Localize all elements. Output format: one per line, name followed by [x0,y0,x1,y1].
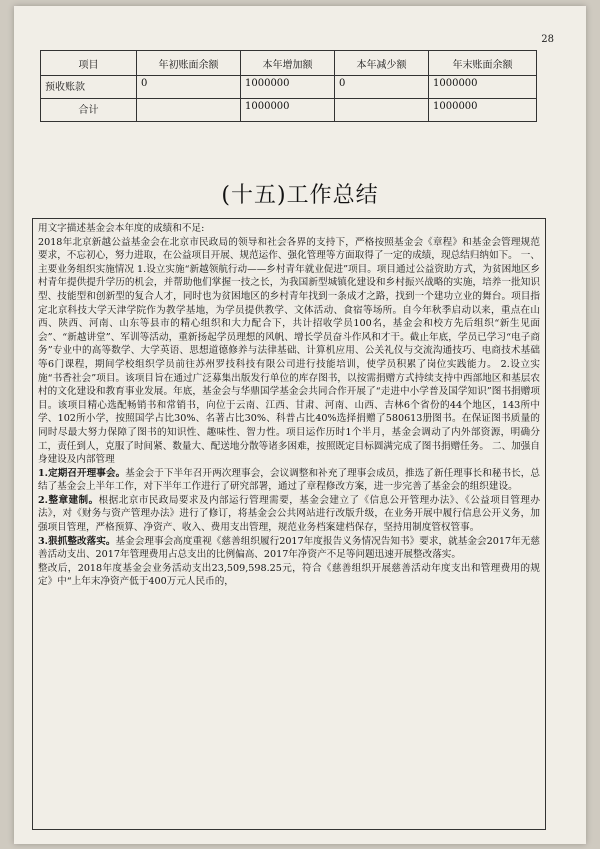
summary-paragraph [38,535,540,562]
increase-cell: 1000000 [241,76,335,99]
ledger-header-row [41,51,537,76]
document-page [14,6,586,844]
row-label: 合计 [41,99,137,122]
col-header-closing: 年末账面余额 [429,51,537,76]
closing-cell: 1000000 [429,99,537,122]
summary-paragraph [38,467,540,494]
col-header-increase: 本年增加额 [241,51,335,76]
opening-cell: 0 [137,76,241,99]
summary-text: 基金会于下半年召开两次理事会，会议调整和补充了理事会成员，推选了新任理事长和秘书长，总结了基金会上半年工作，对下半年工作进行了研究部署，通过了章程修改方案，进一步完善了基金会的组织建设。 [38,467,541,493]
table-row [41,99,537,122]
opening-cell [137,99,241,122]
decrease-cell: 0 [335,76,429,99]
col-header-opening: 年初账面余额 [137,51,241,76]
ledger-table [40,50,537,122]
summary-text: 根据北京市民政局要求及内部运行管理需要，基金会建立了《信息公开管理办法》、《公益项目管理办法》，对《财务与资产管理办法》进行了修订，将基金会公共网站进行改版升级，在业务开展中履行信息公开义务，加强项目管理，严格预算、净资产、收入、费用支出管理，规范业务档案建档保存，坚持用制度管权管事。 [38,494,541,534]
col-header-item: 项目 [41,51,137,76]
page-number: 28 [541,34,554,45]
summary-paragraph: 整改后，2018年度基金会业务活动支出23,509,598.25元，符合《慈善组织开展慈善活动年度支出和管理费用的规定》中“上年末净资产低于400万元人民币的， [38,562,540,588]
summary-paragraph [38,494,540,535]
section-title: (十五)工作总结 [221,183,379,208]
col-header-decrease: 本年减少额 [335,51,429,76]
subheading: 3.狠抓整改落实。 [38,535,116,547]
summary-text: 基金会理事会高度重视《慈善组织履行2017年度报告义务情况告知书》要求，就基金会2017年无慈善活动支出、2017年管理费用占总支出的比例偏高、2017年净资产不足等问题迅速开展整改落实。 [38,535,540,561]
summary-paragraph: 2018年北京新越公益基金会在北京市民政局的领导和社会各界的支持下，严格按照基金会《章程》和基金会管理规范要求，不忘初心，努力进取，在公益项目开展、规范运作、强化管理等方面取得了一定的成绩，现总结归纳如下。 一、主要业务组织实施情况 1.设立实施“新越领航行动——乡村青年就业促进”项目。项目通过公益资助方式，为贫困地区乡村青年提供提升学历的机会，并帮助他们掌握一技之长，为我国新型城镇化建设和乡村振兴战略的实施，培养一批知识型、技能型和创新型的复合人才，同时也为贫困地区的乡村青年找到一条成才之路，找到一个建功立业的舞台。项目指定北京科技大学天津学院作为教学基地，为学员提供教学、文体活动、食宿等场所。自今年秋季启动以来，重点在山西、陕西、河南、山东等县市的精心组织和大力配合下，共计招收学员100名，基金会和校方先后组织“新生见面会”、“新越讲堂”、军训等活动，重新扬起学员理想的风帆、增长学员奋斗作风和才干。截止年底，学员已学习“电子商务”专业中的高等数学、大学英语、思想道德修养与法律基础、计算机应用、公关礼仪与交流沟通技巧、电商技术基础等6门课程，期间学校组织学员前往苏州罗技科技有限公司进行技能培训，使学员积累了岗位实践能力。 2.设立实施“书香社会”项目。该项目旨在通过广泛募集出版发行单位的库存图书，以按需捐赠方式持续支持中西部地区和基层农村的文化建设和教育事业发展。年底，基金会与华鼎国学基金会共同合作开展了“走进中小学普及国学知识”图书捐赠项目。该项目精心选配畅销书和常销书，向位于云南、江西、甘肃、河南、山西、吉林6个省份的44个地区，143所中学、102所小学，按照国学占比30%、名著占比30%、科普占比40%选择捐赠了580613册图书。在保证图书质量的同时尽最大努力保障了图书的知识性、趣味性、智力性。项目运作历时1个半月，基金会调动了内外部资源，明确分工，责任到人，克服了时间紧、数量大、配送地分散等诸多困难，按照既定目标圆满完成了图书捐赠任务。 二、加强自身建设及内部管理 [38,236,540,466]
subheading: 2.整章建制。 [38,494,99,506]
summary-intro: 用文字描述基金会本年度的成绩和不足: [38,223,205,234]
closing-cell: 1000000 [429,76,537,99]
table-row [41,76,537,99]
increase-cell: 1000000 [241,99,335,122]
decrease-cell [335,99,429,122]
subheading: 1.定期召开理事会。 [38,467,126,479]
row-label: 预收账款 [41,76,137,99]
work-summary-box [32,218,546,830]
